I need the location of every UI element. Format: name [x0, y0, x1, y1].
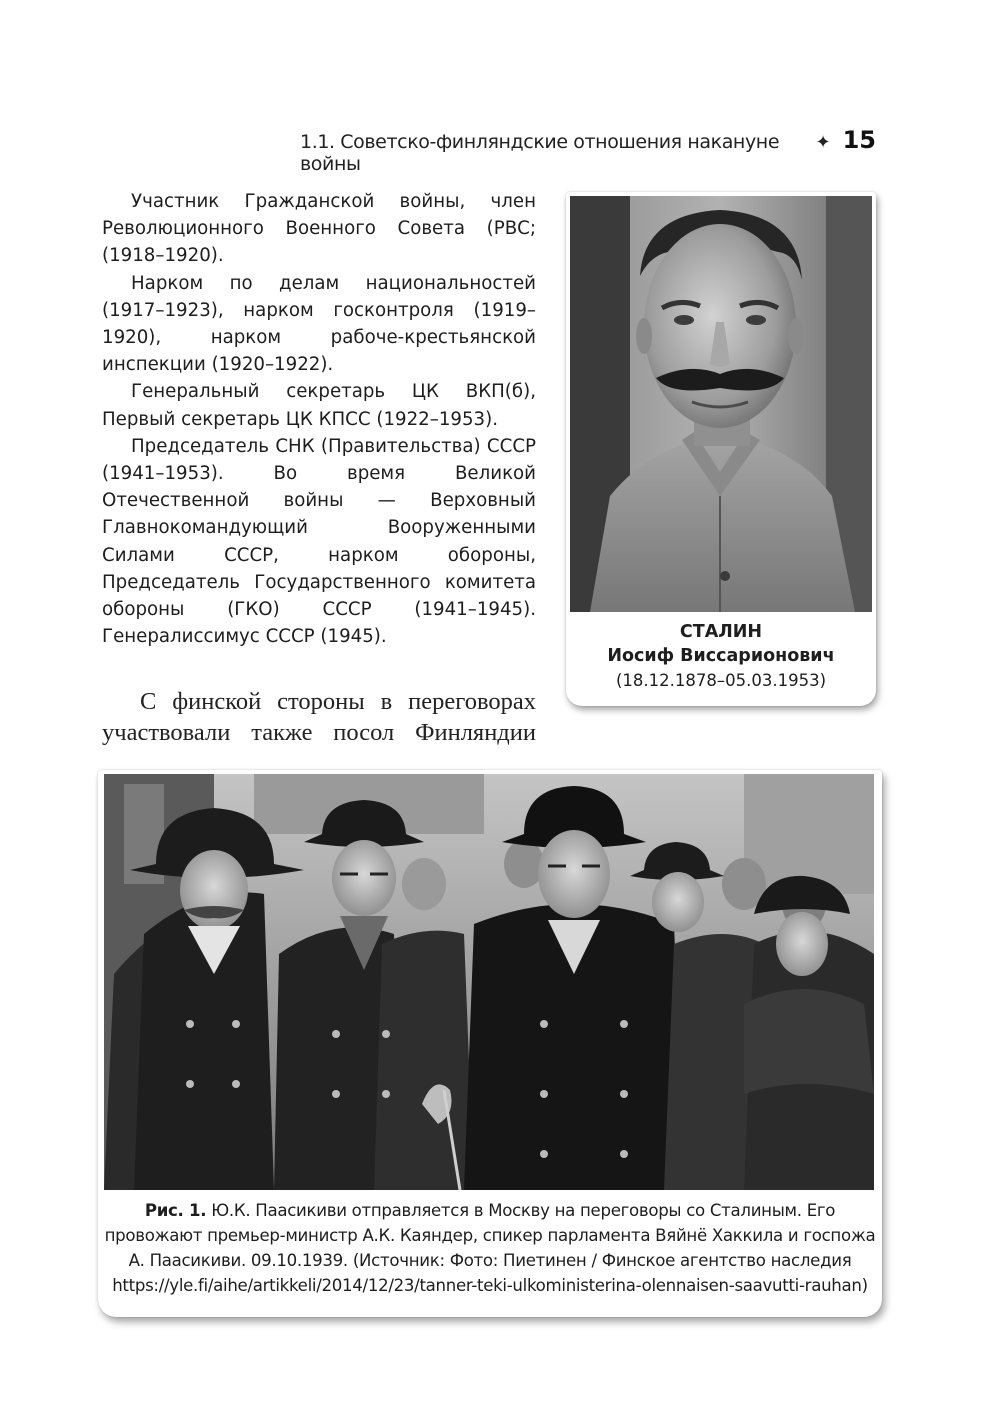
- figure-label: Рис. 1.: [144, 1201, 207, 1220]
- figure-caption: [104, 1198, 876, 1298]
- portrait-caption: [566, 620, 876, 694]
- bio-paragraph: Генеральный секретарь ЦК ВКП(б), Первый секретарь ЦК КПСС (1922–1953).: [102, 381, 536, 430]
- four-pointed-star-icon: ✦: [815, 132, 831, 153]
- section-title: 1.1. Советско-финляндские отношения накануне войны: [300, 131, 780, 175]
- figure-caption-text: Ю.К. Паасикиви отправляется в Москву на переговоры со Сталиным. Его провожают премьер-министр А.К. Каяндер, спикер парламента Вяйнё Хаккила и госпожа А. Паасикиви. 09.10.1939. (Источник: Фото: Пиетинен / Финское агентство наследия https://yle.fi/aihe/artikkeli/2014/12/23/tanner-teki-ulkoministerina-olennaisen-saavutti-rauhan): [104, 1201, 876, 1295]
- portrait-photo: [570, 196, 872, 612]
- biography-text: [102, 188, 536, 650]
- person-given-names: Иосиф Виссарионович: [607, 646, 835, 666]
- group-photo: [104, 774, 874, 1190]
- bio-paragraph: Нарком по делам национальностей (1917–1923), нарком госконтроля (1919–1920), нарком рабоче-крестьянской инспекции (1920–1922).: [102, 272, 536, 376]
- bio-paragraph: Участник Гражданской войны, член Революционного Военного Совета (РВС; (1918–1920).: [102, 191, 536, 267]
- person-dates: (18.12.1878–05.03.1953): [615, 671, 827, 690]
- running-head: [300, 126, 876, 175]
- bio-paragraph: Председатель СНК (Правительства) СССР (1941–1953). Во время Великой Отечественной войны — Верховный Главнокомандующий Вооруженными Силами СССР, нарком обороны, Председатель Государственного комитета обороны (ГКО) СССР (1941–1945). Генералиссимус СССР (1945).: [102, 435, 536, 648]
- page-number: 15: [842, 126, 876, 154]
- body-paragraph: С финской стороны в переговорах участвовали также посол Финляндии: [102, 688, 536, 746]
- person-name: СТАЛИН: [679, 622, 763, 642]
- body-text: [102, 686, 536, 748]
